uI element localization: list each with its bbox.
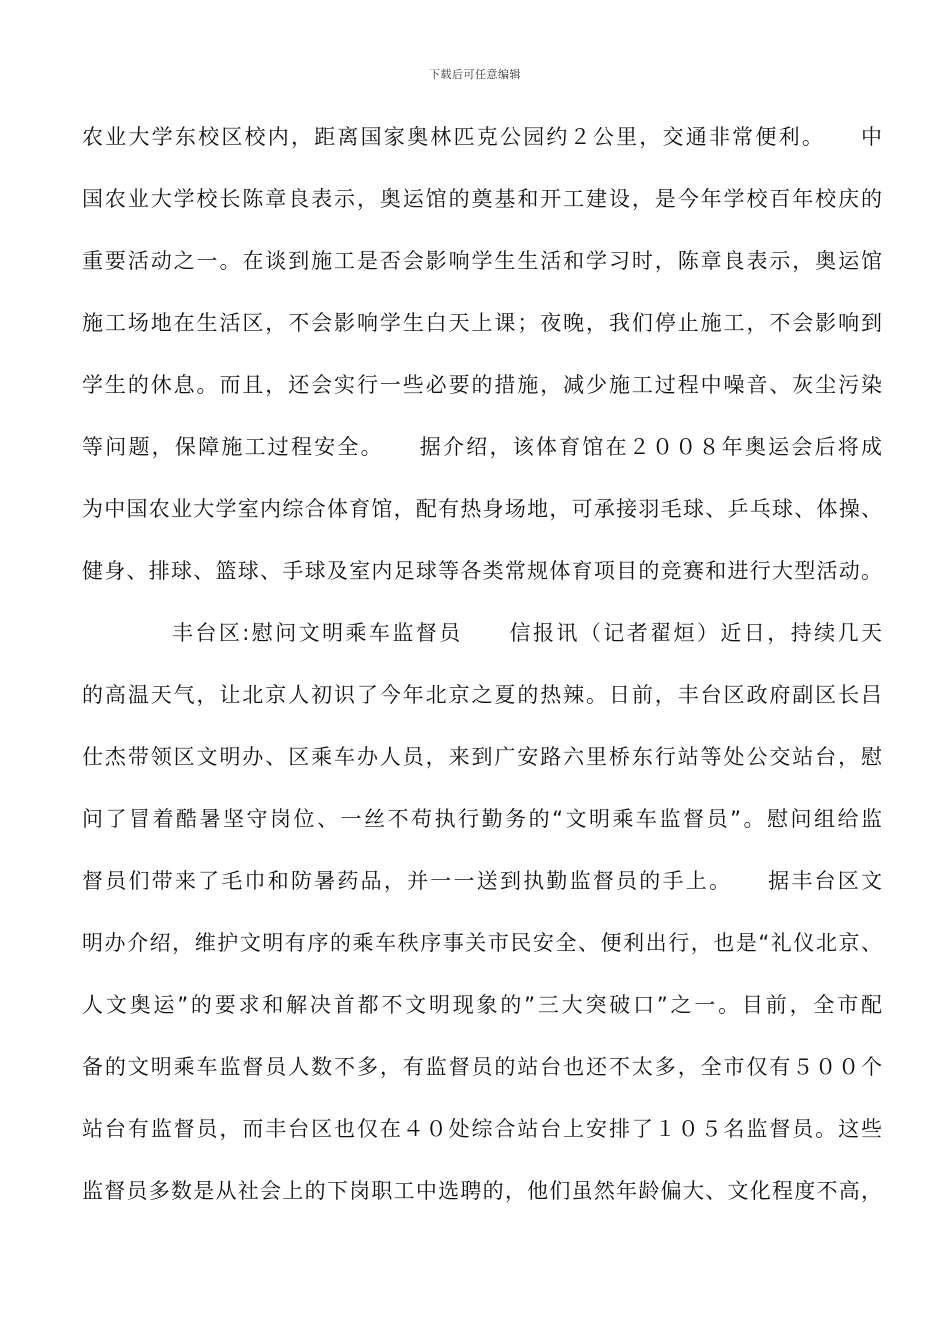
text-line: 明办介绍，维护文明有序的乘车秩序事关市民安全、便利出行，也是“礼仪北京、: [82, 931, 882, 955]
text-line: 的高温天气，让北京人初识了今年北京之夏的热辣。日前，丰台区政府副区长吕: [82, 683, 882, 707]
text-line: 备的文明乘车监督员人数不多，有监督员的站台也还不太多，全市仅有５００个: [82, 1055, 882, 1079]
text-line: 等问题，保障施工过程安全。 据介绍，该体育馆在２００８年奥运会后将成: [82, 435, 882, 459]
text-line: 健身、排球、篮球、手球及室内足球等各类常规体育项目的竞赛和进行大型活动。: [82, 559, 882, 583]
section-heading-line: 丰台区:慰问文明乘车监督员 信报讯（记者翟烜）近日，持续几天: [172, 621, 882, 645]
text-line: 仕杰带领区文明办、区乘车办人员，来到广安路六里桥东行站等处公交站台，慰: [82, 745, 882, 769]
text-line: 为中国农业大学室内综合体育馆，配有热身场地，可承接羽毛球、乒乓球、体操、: [82, 497, 882, 521]
text-line: 监督员多数是从社会上的下岗职工中选聘的，他们虽然年龄偏大、文化程度不高，: [82, 1179, 882, 1203]
text-line: 问了冒着酷暑坚守岗位、一丝不苟执行勤务的“文明乘车监督员”。慰问组给监: [82, 807, 882, 831]
text-line: 农业大学东校区校内，距离国家奥林匹克公园约２公里，交通非常便利。 中: [82, 125, 882, 149]
article-body: [82, 118, 882, 1234]
text-line: 国农业大学校长陈章良表示，奥运馆的奠基和开工建设，是今年学校百年校庆的: [82, 187, 882, 211]
text-line: 站台有监督员，而丰台区也仅在４０处综合站台上安排了１０５名监督员。这些: [82, 1117, 882, 1141]
page-header-note: 下载后可任意编辑: [429, 68, 521, 81]
text-line: 督员们带来了毛巾和防暑药品，并一一送到执勤监督员的手上。 据丰台区文: [82, 869, 882, 893]
text-line: 学生的休息。而且，还会实行一些必要的措施，减少施工过程中噪音、灰尘污染: [82, 373, 882, 397]
text-line: 重要活动之一。在谈到施工是否会影响学生生活和学习时，陈章良表示，奥运馆: [82, 249, 882, 273]
text-line: 施工场地在生活区，不会影响学生白天上课；夜晚，我们停止施工，不会影响到: [82, 311, 882, 335]
text-line: 人文奥运”的要求和解决首都不文明现象的”三大突破口”之一。目前，全市配: [82, 993, 882, 1017]
